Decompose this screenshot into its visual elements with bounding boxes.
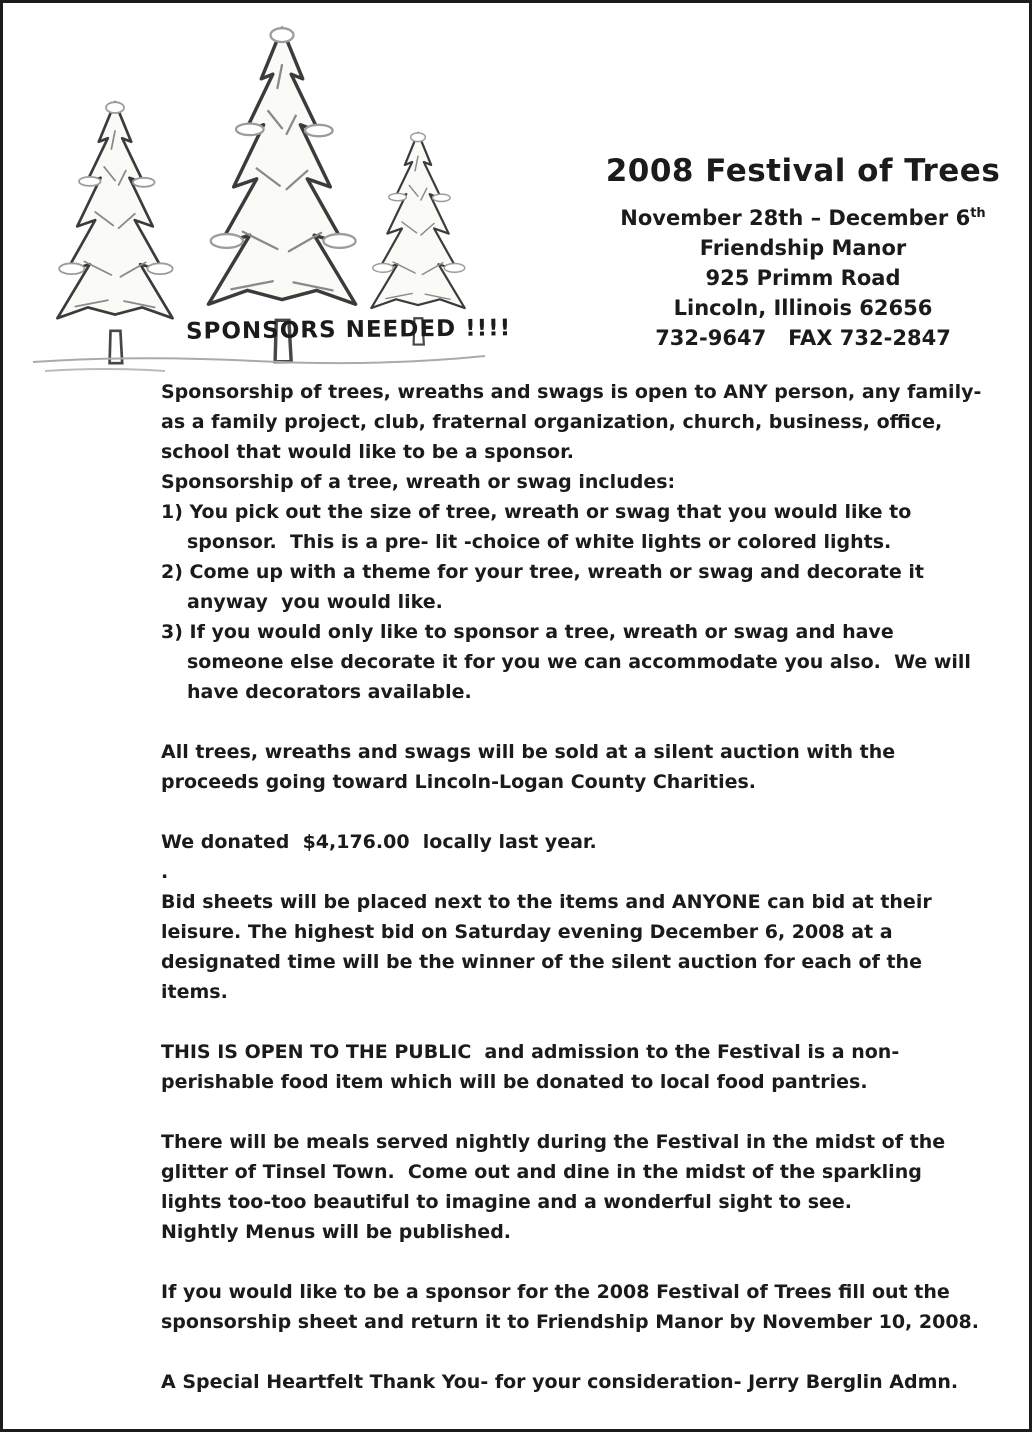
list-item-1: 1) You pick out the size of tree, wreath or swag that you would like to sponsor. This is a pre- lit -choice of white lights or colored lights. — [161, 501, 918, 553]
paragraph-auction: All trees, wreaths and swags will be sold at a silent auction with the proceeds going toward Lincoln-Logan County Charities. — [161, 741, 902, 793]
paragraph-donated: We donated $4,176.00 locally last year. — [161, 831, 597, 853]
venue-name: Friendship Manor — [699, 236, 907, 260]
paragraph-meals: There will be meals served nightly during the Festival in the midst of the glitter of Tinsel Town. Come out and dine in the midst of the sparkling lights too-too beautiful to imagine and a wonderful sight to see. — [161, 1131, 952, 1213]
event-dates — [603, 203, 1003, 233]
paragraph-thanks: A Special Heartfelt Thank You- for your consideration- Jerry Berglin Admn. — [161, 1371, 959, 1393]
paragraph-open-public: THIS IS OPEN TO THE PUBLIC and admission to the Festival is a non-perishable food item which will be donated to local food pantries. — [161, 1041, 900, 1093]
list-item-2: 2) Come up with a theme for your tree, wreath or swag and decorate it anyway you would like. — [161, 561, 931, 613]
event-dates-text: November 28th – December 6 — [620, 206, 971, 230]
list-item-3: 3) If you would only like to sponsor a tree, wreath or swag and have someone else decorate it for you we can accommodate you also. We will have decorators available. — [161, 621, 978, 703]
paragraph-includes-heading: Sponsorship of a tree, wreath or swag includes: — [161, 471, 676, 493]
paragraph-lone-period: . — [161, 861, 169, 883]
paragraph-menus: Nightly Menus will be published. — [161, 1221, 512, 1243]
body-text — [161, 377, 987, 1427]
paragraph-intro: Sponsorship of trees, wreaths and swags is open to ANY person, any family- as a family project, club, fraternal organization, church, business, office, school that would like to be a sponsor. — [161, 381, 988, 463]
paragraph-sponsor-cta: If you would like to be a sponsor for the 2008 Festival of Trees fill out the sponsorship sheet and return it to Friendship Manor by November 10, 2008. — [161, 1281, 979, 1333]
venue-address: 925 Primm Road — [705, 266, 901, 290]
event-dates-superscript: th — [970, 206, 986, 221]
page-title: 2008 Festival of Trees — [605, 153, 1001, 189]
paragraph-bid-sheets: Bid sheets will be placed next to the items and ANYONE can bid at their leisure. The highest bid on Saturday evening December 6, 2008 at a designated time will be the winner of the silent auction for each of the items. — [161, 891, 939, 1003]
phone-fax-line: 732-9647 FAX 732-2847 — [655, 326, 951, 350]
sponsors-needed-banner: SPONSORS NEEDED !!!! — [185, 315, 512, 345]
event-header — [603, 153, 1003, 353]
venue-city: Lincoln, Illinois 62656 — [673, 296, 933, 320]
